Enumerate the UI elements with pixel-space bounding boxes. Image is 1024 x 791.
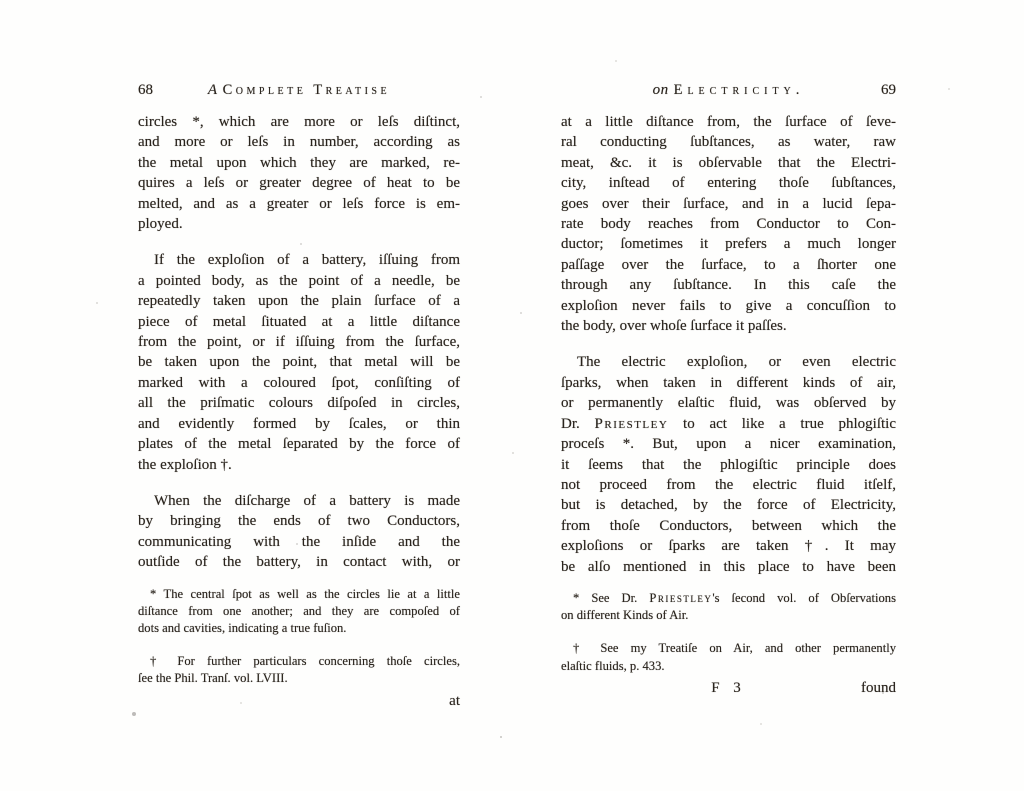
page-69-foot	[561, 680, 896, 697]
text-line: communicating with the inſide and the	[138, 533, 460, 550]
text-line: exploſions or ſparks are taken †. It may	[561, 538, 896, 555]
text-line: be taken upon the point, that metal will be	[138, 354, 460, 371]
page-69	[561, 82, 896, 697]
body-paragraph	[561, 352, 896, 576]
text-line: repeatedly taken upon the plain ſurface of a	[138, 293, 460, 310]
footnote	[561, 590, 896, 624]
smallcaps-name: Priestley	[649, 590, 713, 605]
text-line: the body, over whoſe ſurface it paſſes.	[561, 318, 787, 335]
footnote	[561, 640, 896, 674]
text-line: city, inſtead of entering thoſe ſubſtances,	[561, 175, 896, 192]
text-line: ſparks, when taken in different kinds of air,	[561, 374, 896, 391]
page-69-footnotes	[561, 590, 896, 675]
page-68-body	[138, 112, 460, 573]
text-line: † For further particulars concerning thoſe circles,	[150, 654, 460, 669]
text-line: but is detached, by the force of Electricity,	[561, 497, 896, 514]
running-title-prefix: on	[652, 82, 669, 98]
text-line: it ſeems that the phlogiſtic principle does	[561, 456, 896, 473]
text-line: † See my Treatiſe on Air, and other permanently	[573, 641, 896, 656]
text-line: a pointed body, as the point of a needle, be	[138, 272, 460, 289]
text-line: and more or leſs in number, according as	[138, 134, 460, 151]
text-line: and evidently formed by ſcales, or thin	[138, 415, 460, 432]
page-68-running-head	[138, 82, 460, 99]
page-69-number: 69	[881, 82, 896, 98]
text-line: at a little diſtance from, the ſurface of ſeve-	[561, 114, 896, 130]
text-line: ral conducting ſubſtances, as water, raw	[561, 134, 896, 151]
text-line: rate body reaches from Conductor to Con-	[561, 216, 896, 233]
text-line: through any ſubſtance. In this caſe the	[561, 277, 896, 294]
page-69-running-head	[561, 82, 896, 99]
page-69-running-title	[589, 82, 868, 99]
text-line: paſſage over the ſurface, to a ſhorter one	[561, 256, 896, 273]
text-line: meat, &c. it is obſervable that the Electri-	[561, 154, 896, 171]
text-line: goes over their ſurface, and in a lucid ſepa-	[561, 195, 896, 212]
smallcaps-name: Priestley	[594, 415, 669, 432]
text-line: plates of the metal ſeparated by the force of	[138, 436, 460, 453]
text-line: or permanently elaſtic fluid, was obſerved by	[561, 395, 896, 412]
text-line: The electric exploſion, or even electric	[577, 354, 896, 371]
text-line: ſee the Phil. Tranſ. vol. LVIII.	[138, 671, 288, 686]
text-line: ployed.	[138, 216, 183, 233]
text-line: Dr. Priestley to act like a true phlogiſtic	[561, 415, 896, 432]
text-line: marked with a coloured ſpot, conſiſting of	[138, 374, 460, 391]
text-line: circles *, which are more or leſs diſtinct,	[138, 114, 460, 130]
text-line: ductor; ſometimes it prefers a much longer	[561, 236, 896, 253]
text-line: piece of metal ſituated at a little diſtance	[138, 313, 460, 330]
text-line: the metal upon which they are marked, re-	[138, 154, 460, 171]
body-paragraph	[138, 491, 460, 573]
text-line: from the point, or if iſſuing from the ſurface,	[138, 334, 460, 351]
running-title-prefix: A	[207, 82, 218, 98]
body-paragraph	[561, 112, 896, 336]
text-line: all the priſmatic colours diſpoſed in circles,	[138, 395, 460, 412]
text-line: When the diſcharge of a battery is made	[154, 492, 460, 509]
text-line: melted, and as a greater or leſs force is em-	[138, 195, 460, 212]
text-line: diſtance from one another; and they are compoſed of	[138, 603, 460, 618]
page-69-signature: F 3	[711, 679, 746, 696]
text-line: outſide of the battery, in contact with, or	[138, 554, 460, 571]
text-line: * See Dr. Priestley's ſecond vol. of Obſervations	[573, 590, 896, 605]
text-line: exploſion never fails to give a concuſſion to	[561, 297, 896, 314]
text-line: the exploſion †.	[138, 456, 232, 473]
page-69-catchword: found	[861, 679, 896, 696]
footnote	[138, 653, 460, 687]
body-paragraph	[138, 250, 460, 474]
text-line: not proceed from the electric fluid itſelf,	[561, 476, 896, 493]
text-line: by bringing the ends of two Conductors,	[138, 513, 460, 530]
text-line: If the exploſion of a battery, iſſuing from	[154, 252, 460, 269]
text-line: quires a leſs or greater degree of heat to be	[138, 175, 460, 192]
text-line: proceſs *. But, upon a nicer examination,	[561, 436, 896, 453]
text-line: * The central ſpot as well as the circles lie at a little	[150, 586, 460, 601]
page-68-number: 68	[138, 82, 153, 98]
text-line: on different Kinds of Air.	[561, 608, 689, 623]
text-line: dots and cavities, indicating a true fuſion.	[138, 620, 347, 635]
page-69-body	[561, 112, 896, 577]
running-title-text: Electricity.	[673, 82, 805, 98]
footnote	[138, 586, 460, 638]
page-68-running-title	[166, 82, 432, 99]
text-line: elaſtic fluids, p. 433.	[561, 658, 665, 673]
page-68-foot	[138, 693, 460, 710]
running-title-text: Complete Treatise	[222, 82, 391, 98]
page-68	[138, 82, 460, 710]
scan-noise	[0, 0, 2, 2]
page-68-catchword: at	[449, 692, 460, 709]
page-68-footnotes	[138, 586, 460, 688]
text-line: from thoſe Conductors, between which the	[561, 517, 896, 534]
text-line: be alſo mentioned in this place to have been	[561, 558, 896, 575]
body-paragraph	[138, 112, 460, 234]
